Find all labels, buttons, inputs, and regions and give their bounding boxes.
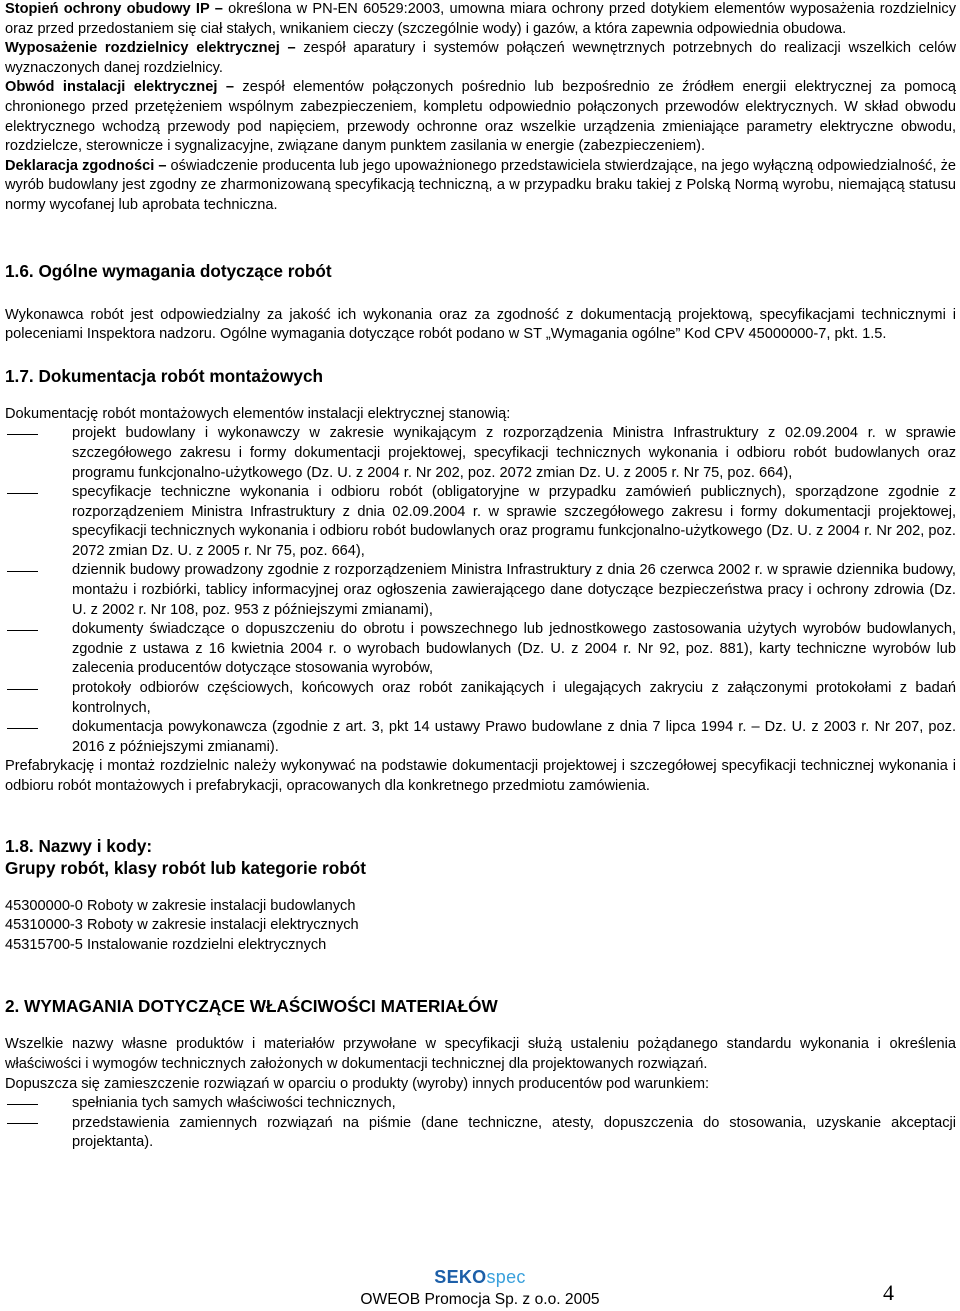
conditions-list xyxy=(5,1094,956,1153)
cpv-codes-list xyxy=(5,897,956,956)
list-item: 45310000-3 Roboty w zakresie instalacji elektrycznych xyxy=(5,917,359,934)
section-conditions-intro-2: Dopuszcza się zamieszczenie rozwiązań w oparciu o produkty (wyroby) innych producentów pod warunkiem: xyxy=(5,1075,710,1092)
list-item: dziennik budowy prowadzony zgodnie z rozporządzeniem Ministra Infrastruktury z dnia 26 czerwca 2002 r. w sprawie dziennika budowy, montażu i rozbiórki, tablicy informacyjnej oraz ogłoszenia zawierającego dane dotyczące bezpieczeństwa pracy i ochrony zdrowia (Dz. U. z 2002 r. Nr 108, poz. 953 z późniejszymi zmianami), xyxy=(5,561,956,620)
section-closing-1-7: Prefabrykację i montaż rozdzielnic należy wykonywać na podstawie dokumentacji projektowej i szczegółowej specyfikacji technicznej wykonania i odbioru robót montażowych i prefabrykacji, opracowanych dla konkretnego przedmiotu zamówienia. xyxy=(5,758,956,794)
section-heading-1-6: 1.6. Ogólne wymagania dotyczące robót xyxy=(5,260,332,281)
definition-text: określona w PN-EN 60529:2003, umowna miara ochrony przed dotykiem elementów wyposażenia rozdzielnicy oraz przed przedostaniem się ciał stałych, wnikaniem cieczy (szczególnie wody) i gazów, a która zapewnia odpowiednia obudowa. xyxy=(5,1,956,37)
section-body-1-6: Wykonawca robót jest odpowiedzialny za jakość ich wykonania oraz za zgodność z dokumentacją projektową, specyfikacjami technicznymi i poleceniami Inspektora nadzoru. Ogólne wymagania dotyczące robót podano w ST „Wymagania ogólne” Kod CPV 45000000-7, pkt. 1.5. xyxy=(5,306,956,343)
definition-term: Deklaracja zgodności xyxy=(5,157,155,174)
list-item: 45300000-0 Roboty w zakresie instalacji budowlanych xyxy=(5,897,356,914)
definition-text: oświadczenie producenta lub jego upoważnionego przedstawiciela stwierdzające, na jego wyłączną odpowiedzialność, że wyrób budowlany jest zgodny ze zharmonizowaną specyfikacją techniczną, a w przypadku braku takiej z Polską Normą wyrobu, niemającą statusu normy wycofanej lub aprobata techniczna. xyxy=(5,157,956,213)
section-intro-1-7: Dokumentację robót montażowych elementów instalacji elektrycznej stanowią: xyxy=(5,405,511,422)
definition-declaration-of-conformity: Deklaracja zgodności – oświadczenie producenta lub jego upoważnionego przedstawiciela stwierdzające, na jego wyłączną odpowiedzialność, że wyrób budowlany jest zgodny ze zharmonizowaną specyfikacją techniczną, a w przypadku braku takiej z Polską Normą wyrobu, niemającą statusu normy wycofanej lub aprobata techniczna. xyxy=(5,157,956,213)
section-heading-1-8: 1.8. Nazwy i kody: xyxy=(5,835,153,856)
brand-logo: SEKOspec xyxy=(434,1267,526,1287)
definition-electrical-circuit: Obwód instalacji elektrycznej – zespół elementów połączonych pośrednio lub bezpośrednio ze źródłem energii elektrycznej za pomocą chronionego przed przetężeniem wspólnym zabezpieczeniem, kompletu odpowiednio połączonych przewodów elektrycznych. W skład obwodu elektrycznego wchodzą przewody pod napięciem, przewody ochronne oraz wszelkie urządzenia zmieniające parametry elektryczne obwodu, rozdzielcze, sterownicze i sygnalizacyjne, związane danym punktem zasilania w energie (zabezpieczeniem). xyxy=(5,79,956,155)
list-item: projekt budowlany i wykonawczy w zakresie wynikającym z rozporządzenia Ministra Infrastruktury z 02.09.2004 r. w sprawie szczegółowego zakresu i formy dokumentacji projektowej, specyfikacji technicznych wykonania i odbioru robót budowlanych oraz programu funkcjonalno-użytkowego (Dz. U. z 2004 r. Nr 202, poz. 2072 zmian Dz. U. z 2005 r. Nr 75, poz. 664), xyxy=(5,424,956,483)
company-name: OWEOB Promocja Sp. z o.o. 2005 xyxy=(360,1291,600,1308)
definition-ip-rating: Stopień ochrony obudowy IP – określona w PN-EN 60529:2003, umowna miara ochrony przed dotykiem elementów wyposażenia rozdzielnicy oraz przed przedostaniem się ciał stałych, wnikaniem cieczy (szczególnie wody) i gazów, a która zapewnia odpowiednia obudowa. xyxy=(5,1,956,37)
definition-term: Wyposażenie rozdzielnicy elektrycznej xyxy=(5,40,280,57)
list-item: spełniania tych samych właściwości technicznych, xyxy=(5,1094,956,1114)
page-number: 4 xyxy=(883,1280,894,1305)
list-item: protokoły odbiorów częściowych, końcowych oraz robót zanikających i ulegających zakryciu z załączonymi protokołami z badań kontrolnych, xyxy=(5,679,956,718)
definition-text: zespół aparatury i systemów połączeń wewnętrznych potrzebnych do realizacji wszelkich celów wyznaczonych danej rozdzielnicy. xyxy=(5,40,956,76)
documentation-list xyxy=(5,424,956,757)
list-item: dokumentacja powykonawcza (zgodnie z art. 3, pkt 14 ustawy Prawo budowlane z dnia 7 lipca 1994 r. – Dz. U. z 2003 r. Nr 207, poz. 2016 z późniejszymi zmianami). xyxy=(5,718,956,757)
definition-term: Stopień ochrony obudowy IP xyxy=(5,1,210,17)
section-heading-1-7: 1.7. Dokumentacja robót montażowych xyxy=(5,365,324,386)
page-footer xyxy=(0,1266,960,1311)
definition-text: zespół elementów połączonych pośrednio lub bezpośrednio ze źródłem energii elektrycznej za pomocą chronionego przed przetężeniem wspólnym zabezpieczeniem, kompletu odpowiednio połączonych przewodów elektrycznych. W skład obwodu elektrycznego wchodzą przewody pod napięciem, przewody ochronne oraz wszelkie urządzenia zmieniające parametry elektryczne obwodu, rozdzielcze, sterownicze i sygnalizacyjne, związane danym punktem zasilania w energie (zabezpieczeniem). xyxy=(5,79,956,155)
definition-term: Obwód instalacji elektrycznej xyxy=(5,79,218,96)
list-item: dokumenty świadczące o dopuszczeniu do obrotu i powszechnego lub jednostkowego zastosowania użytych wyrobów budowlanych, zgodnie z ustawa z 16 kwietnia 2004 r. o wyrobach budowlanych (Dz. U. z 2004 r. Nr 92, poz. 881), karty techniczne wyrobów lub zalecenia producentów dotyczące stosowania wyrobów, xyxy=(5,620,956,679)
definition-switchboard-equipment: Wyposażenie rozdzielnicy elektrycznej – zespół aparatury i systemów połączeń wewnętrznych potrzebnych do realizacji wszelkich celów wyznaczonych danej rozdzielnicy. xyxy=(5,40,956,76)
list-item: przedstawienia zamiennych rozwiązań na piśmie (dane techniczne, atesty, dopuszczenia do stosowania, uzyskanie akceptacji projektanta). xyxy=(5,1114,956,1153)
list-item: 45315700-5 Instalowanie rozdzielni elektrycznych xyxy=(5,936,327,953)
section-subheading-1-8: Grupy robót, klasy robót lub kategorie robót xyxy=(5,857,366,878)
section-heading-2: 2. WYMAGANIA DOTYCZĄCE WŁAŚCIWOŚCI MATERIAŁÓW xyxy=(5,996,498,1017)
section-body-2: Wszelkie nazwy własne produktów i materiałów przywołane w specyfikacji służą ustaleniu pożądanego standardu wykonania i określenia właściwości i wymogów technicznych założonych w dokumentacji technicznej dla projektowanych rozwiązań. xyxy=(5,1036,956,1072)
list-item: specyfikacje techniczne wykonania i odbioru robót (obligatoryjne w przypadku zamówień publicznych), sporządzone zgodnie z rozporządzeniem Ministra Infrastruktury z dnia 02.09.2004 r. w sprawie szczegółowego zakresu i formy dokumentacji projektowej, specyfikacji technicznych wykonania i odbioru robót budowlanych oraz programu funkcjonalno-użytkowego (Dz. U. z 2004 r. Nr 202, poz. 2072 zmian Dz. U. z 2005 r. Nr 75, poz. 664), xyxy=(5,483,956,561)
definitions-block xyxy=(5,0,956,216)
